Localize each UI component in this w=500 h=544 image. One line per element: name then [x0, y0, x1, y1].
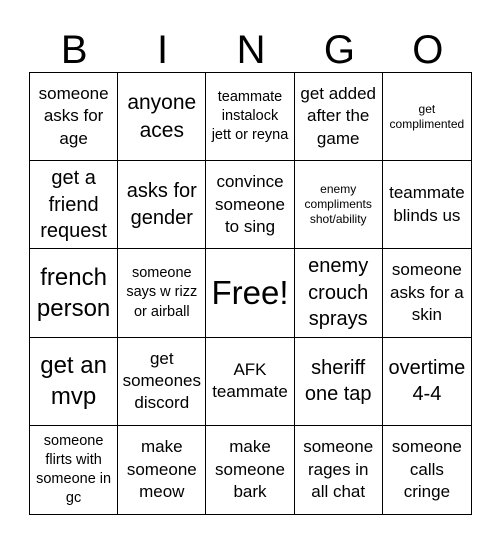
bingo-cell[interactable]: make someone meow	[118, 426, 206, 514]
bingo-cell[interactable]: anyone aces	[118, 73, 206, 161]
bingo-cell[interactable]: someone says w rizz or airball	[118, 249, 206, 337]
bingo-cell[interactable]: someone asks for age	[30, 73, 118, 161]
bingo-cell[interactable]: make someone bark	[206, 426, 294, 514]
bingo-cell[interactable]: someone rages in all chat	[295, 426, 383, 514]
bingo-cell[interactable]: get a friend request	[30, 161, 118, 249]
bingo-cell[interactable]: someone calls cringe	[391, 437, 462, 502]
bingo-cell[interactable]: get someones discord	[118, 338, 206, 426]
bingo-cell[interactable]: teammate instalock jett or reyna	[206, 73, 294, 161]
bingo-cell[interactable]: teammate blinds us	[383, 161, 471, 249]
free-cell[interactable]: Free!	[206, 249, 294, 337]
bingo-cell[interactable]: someone flirts with someone in gc	[30, 426, 118, 514]
bingo-cell[interactable]: asks for gender	[118, 161, 206, 249]
header-letter-n: N	[236, 28, 266, 72]
bingo-cell[interactable]: get an mvp	[30, 338, 118, 426]
bingo-header	[30, 28, 472, 72]
bingo-grid	[29, 72, 472, 515]
bingo-cell[interactable]: enemy crouch sprays	[295, 249, 383, 337]
header-letter-o: O	[412, 28, 444, 72]
header-letter-g: G	[323, 28, 355, 72]
bingo-cell[interactable]: get complimented	[383, 73, 471, 161]
bingo-cell[interactable]: AFK teammate	[206, 338, 294, 426]
header-letter-b: B	[60, 28, 88, 72]
bingo-cell[interactable]: convince someone to sing	[206, 161, 294, 249]
bingo-cell[interactable]: french person	[30, 249, 118, 337]
bingo-cell[interactable]: someone asks for a skin	[383, 249, 471, 337]
bingo-cell[interactable]: get added after the game	[295, 73, 383, 161]
header-letter-i: I	[157, 28, 169, 72]
bingo-cell[interactable]: enemy compliments shot/ability	[295, 161, 383, 249]
bingo-cell[interactable]: overtime 4-4	[383, 338, 471, 426]
bingo-cell[interactable]: sheriff one tap	[295, 338, 383, 426]
